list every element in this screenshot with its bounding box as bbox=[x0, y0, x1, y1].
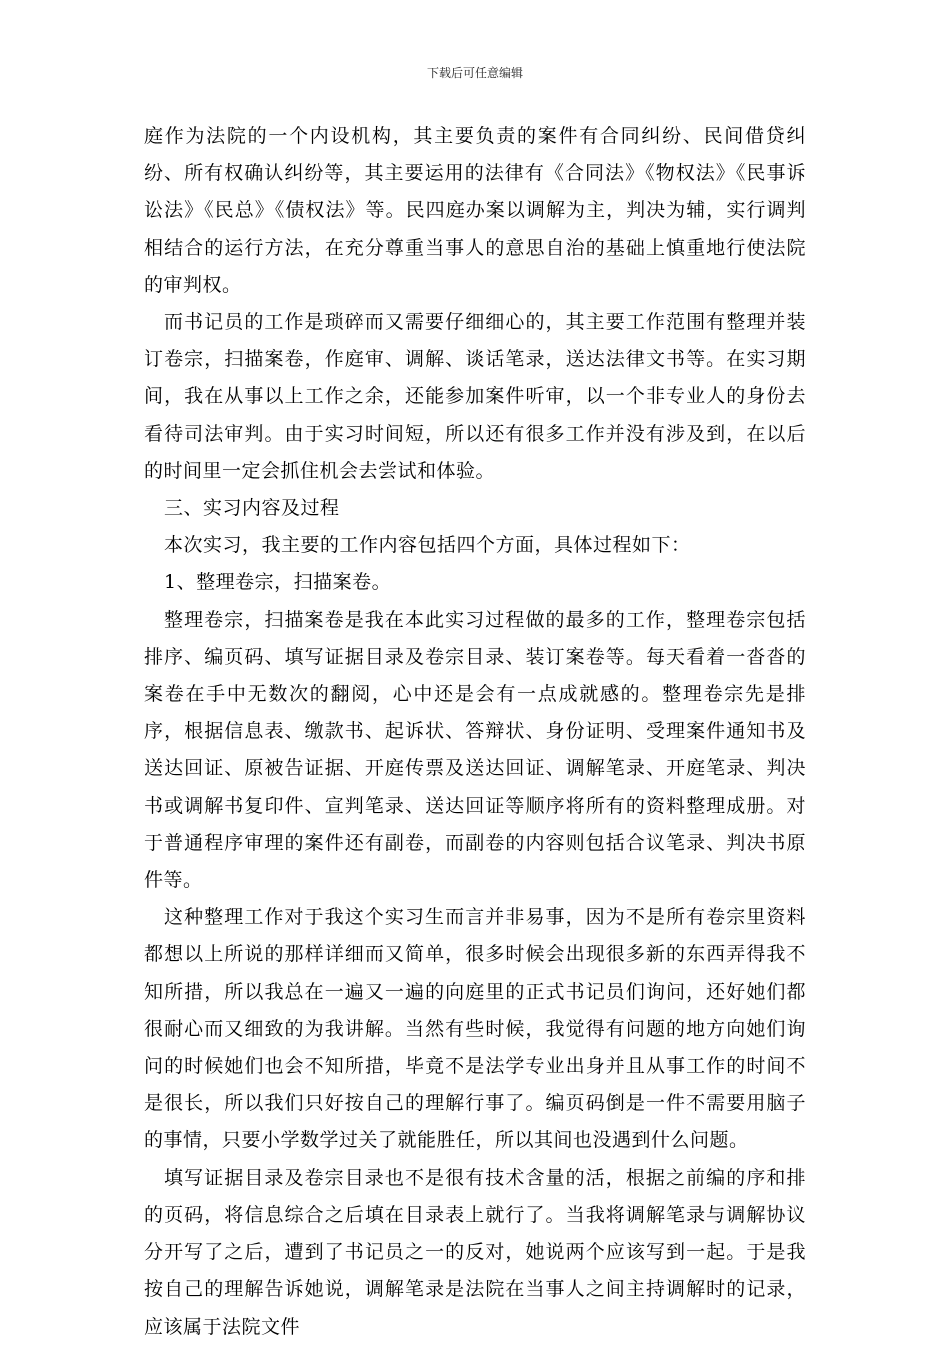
page-header: 下载后可任意编辑 bbox=[426, 66, 523, 80]
paragraph-1: 庭作为法院的一个内设机构，其主要负责的案件有合同纠纷、民间借贷纠纷、所有权确认纠纷等，其主要运用的法律有《合同法》《物权法》《民事诉讼法》《民总》《债权法》等。民四庭办案以调解为主，判决为辅，实行调判相结合的运行方法，在充分尊重当事人的意思自治的基础上慎重地行使法院的审判权。 bbox=[144, 125, 806, 296]
paragraph-6: 填写证据目录及卷宗目录也不是很有技术含量的活，根据之前编的序和排的页码，将信息综合之后填在目录表上就行了。当我将调解笔录与调解协议分开写了之后，遭到了书记员之一的反对，她说两个应该写到一起。于是我按自己的理解告诉她说，调解笔录是法院在当事人之间主持调解时的记录，应该属于法院文件 bbox=[144, 1166, 806, 1338]
paragraph-3: 本次实习，我主要的工作内容包括四个方面，具体过程如下： bbox=[164, 534, 691, 557]
subsection-heading: 1、整理卷宗，扫描案卷。 bbox=[164, 571, 392, 594]
paragraph-4: 整理卷宗，扫描案卷是我在本此实习过程做的最多的工作，整理卷宗包括排序、编页码、填写证据目录及卷宗目录、装订案卷等。每天看着一沓沓的案卷在手中无数次的翻阅，心中还是会有一点成就感的。整理卷宗先是排序，根据信息表、缴款书、起诉状、答辩状、身份证明、受理案件通知书及送达回证、原被告证据、开庭传票及送达回证、调解笔录、开庭笔录、判决书或调解书复印件、宣判笔录、送达回证等顺序将所有的资料整理成册。对于普通程序审理的案件还有副卷，而副卷的内容则包括合议笔录、判决书原件等。 bbox=[144, 608, 806, 892]
section-heading: 三、实习内容及过程 bbox=[164, 497, 340, 520]
paragraph-2: 而书记员的工作是琐碎而又需要仔细细心的，其主要工作范围有整理并装订卷宗，扫描案卷，作庭审、调解、谈话笔录，送达法律文书等。在实习期间，我在从事以上工作之余，还能参加案件听审，以一个非专业人的身份去看待司法审判。由于实习时间短，所以还有很多工作并没有涉及到，在以后的时间里一定会抓住机会去尝试和体验。 bbox=[144, 311, 806, 482]
document-body bbox=[144, 118, 806, 1346]
paragraph-5: 这种整理工作对于我这个实习生而言并非易事，因为不是所有卷宗里资料都想以上所说的那样详细而又简单，很多时候会出现很多新的东西弄得我不知所措，所以我总在一遍又一遍的向庭里的正式书记员们询问，还好她们都很耐心而又细致的为我讲解。当然有些时候，我觉得有问题的地方向她们询问的时候她们也会不知所措，毕竟不是法学专业出身并且从事工作的时间不是很长，所以我们只好按自己的理解行事了。编页码倒是一件不需要用脑子的事情，只要小学数学过关了就能胜任，所以其间也没遇到什么问题。 bbox=[144, 906, 806, 1152]
